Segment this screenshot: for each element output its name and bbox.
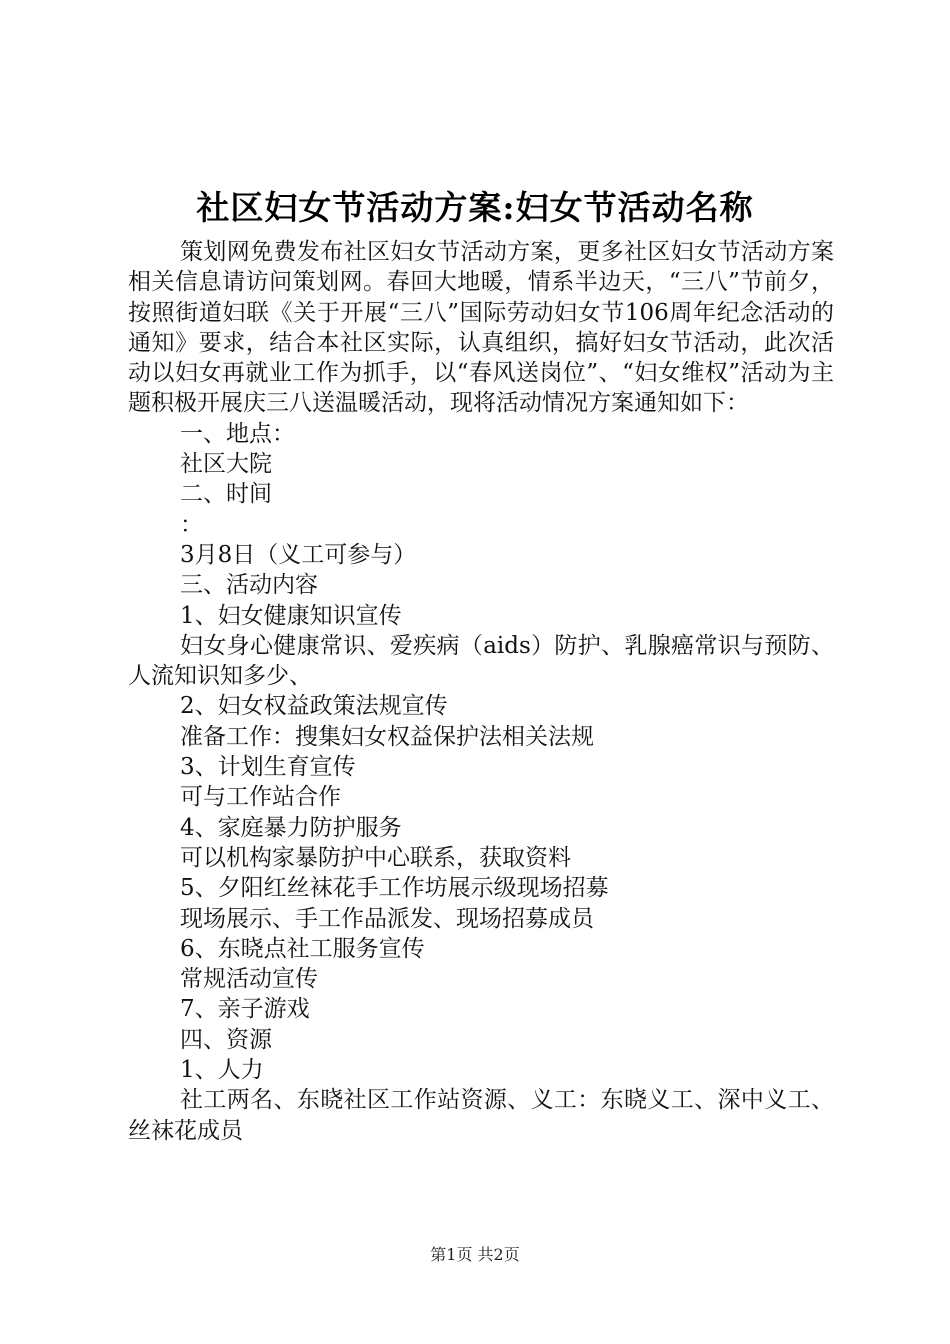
time-value: 3月8日（义工可参与） bbox=[180, 541, 417, 568]
content-item-7: 7、亲子游戏 bbox=[180, 996, 310, 1023]
content-item-4-detail: 可以机构家暴防护中心联系，获取资料 bbox=[180, 844, 571, 871]
time-colon: ： bbox=[180, 511, 203, 538]
content-item-1-detail: 妇女身心健康常识、爱疾病（aids）防护、乳腺癌常识与预防、人流知识知多少、 bbox=[128, 632, 834, 690]
content-item-3: 3、计划生育宣传 bbox=[180, 754, 356, 781]
intro-paragraph: 策划网免费发布社区妇女节活动方案，更多社区妇女节活动方案相关信息请访问策划网。春回大地暖，情系半边天，“三八”节前夕，按照街道妇联《关于开展“三八”国际劳动妇女节106周年纪念活动的通知》要求，结合本社区实际，认真组织，搞好妇女节活动，此次活动以妇女再就业工作为抓手，以“春风送岗位”、“妇女维权”活动为主题积极开展庆三八送温暖活动，现将活动情况方案通知如下： bbox=[128, 239, 834, 417]
section-time-heading: 二、时间 bbox=[180, 481, 272, 508]
content-item-4: 4、家庭暴力防护服务 bbox=[180, 814, 402, 841]
section-content-heading: 三、活动内容 bbox=[180, 572, 318, 599]
content-item-5-detail: 现场展示、手工作品派发、现场招募成员 bbox=[180, 905, 594, 932]
content-item-6-detail: 常规活动宣传 bbox=[180, 966, 318, 993]
content-item-5: 5、夕阳红丝袜花手工作坊展示级现场招募 bbox=[180, 875, 609, 902]
content-item-2: 2、妇女权益政策法规宣传 bbox=[180, 693, 448, 720]
content-item-1: 1、妇女健康知识宣传 bbox=[180, 602, 402, 629]
content-item-6: 6、东晓点社工服务宣传 bbox=[180, 935, 425, 962]
page-footer: 第1页 共2页 bbox=[430, 1245, 520, 1264]
content-item-3-detail: 可与工作站合作 bbox=[180, 784, 341, 811]
document-body bbox=[128, 237, 834, 1146]
resources-item-1-detail: 社工两名、东晓社区工作站资源、义工：东晓义工、深中义工、丝袜花成员 bbox=[128, 1087, 834, 1144]
section-location-heading: 一、地点： bbox=[180, 420, 295, 447]
content-item-2-detail: 准备工作：搜集妇女权益保护法相关法规 bbox=[180, 723, 594, 750]
section-resources-heading: 四、资源 bbox=[180, 1026, 272, 1053]
document-title: 社区妇女节活动方案:妇女节活动名称 bbox=[196, 188, 754, 227]
resources-item-1: 1、人力 bbox=[180, 1057, 264, 1084]
location-value: 社区大院 bbox=[180, 451, 272, 478]
